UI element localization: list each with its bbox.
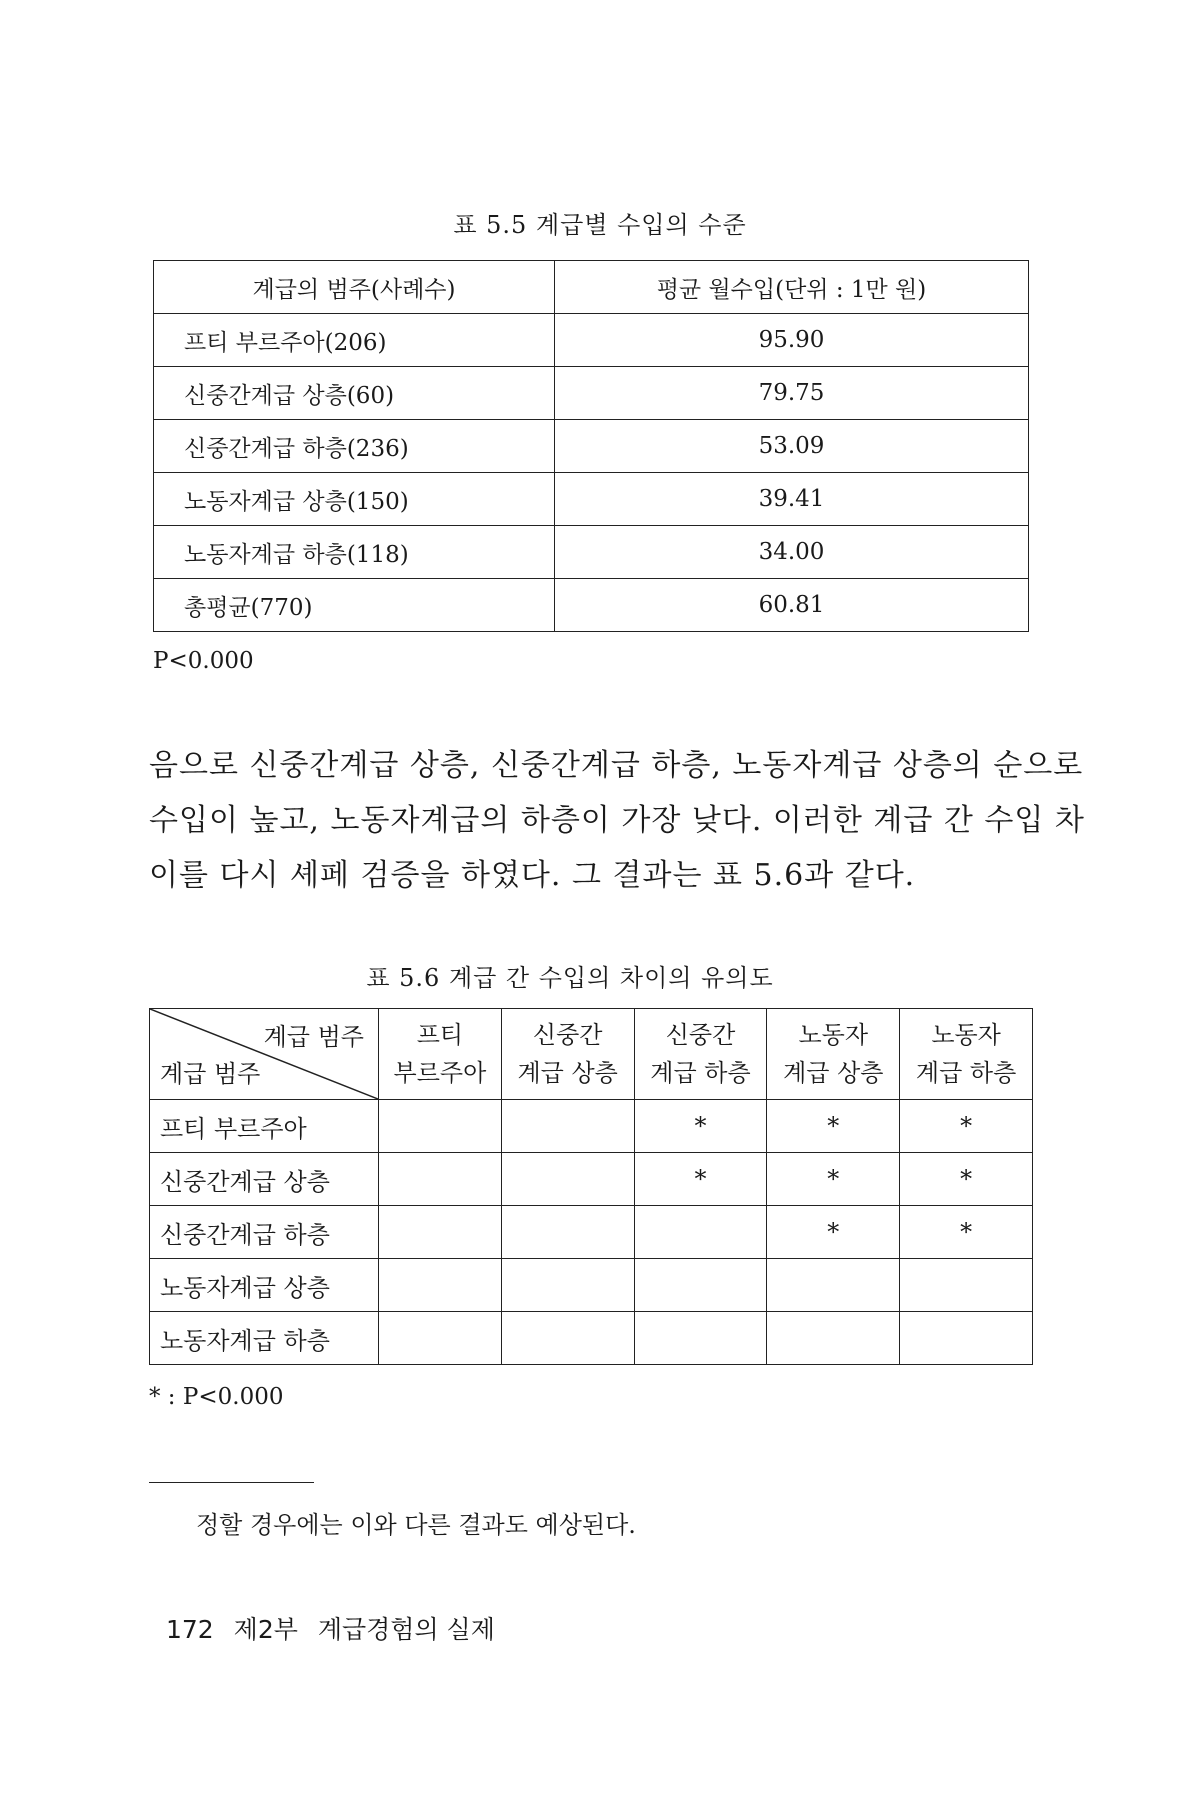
column-header-line: 프티: [416, 1021, 464, 1049]
body-paragraph: [149, 738, 1085, 903]
significance-cell: *: [900, 1100, 1033, 1153]
significance-cell: [379, 1100, 502, 1153]
table-row: [150, 1153, 1033, 1206]
significance-cell: [379, 1312, 502, 1365]
column-header-line: 계급 상층: [783, 1059, 884, 1087]
significance-cell: *: [767, 1153, 900, 1206]
table-5-6: [149, 1008, 1033, 1365]
significance-cell: *: [767, 1100, 900, 1153]
corner-label-top: 계급 범주: [263, 1023, 364, 1051]
column-header: [900, 1009, 1033, 1100]
significance-cell: [501, 1100, 634, 1153]
row-label: 노동자계급 상층: [150, 1259, 379, 1312]
footnote-divider: [149, 1482, 314, 1483]
table-5-5-caption: 표 5.5 계급별 수입의 수준: [453, 211, 747, 239]
significance-cell: [501, 1259, 634, 1312]
paragraph-line: 이를 다시 셰페 검증을 하였다. 그 결과는 표 5.6과 같다.: [149, 858, 916, 893]
table-cell: 노동자계급 하층(118): [154, 526, 555, 579]
table-cell: 총평균(770): [154, 579, 555, 632]
row-label: 프티 부르주아: [150, 1100, 379, 1153]
row-label: 신중간계급 하층: [150, 1206, 379, 1259]
table-cell: 60.81: [555, 579, 1029, 632]
table-cell: 79.75: [555, 367, 1029, 420]
paragraph-line: 음으로 신중간계급 상층, 신중간계급 하층, 노동자계급 상층의 순으로: [149, 748, 1084, 783]
table-row: [154, 420, 1029, 473]
column-header: [634, 1009, 767, 1100]
table-row: [154, 314, 1029, 367]
footnote: 정할 경우에는 이와 다른 결과도 예상된다.: [196, 1511, 636, 1539]
column-header-line: 노동자: [798, 1021, 869, 1049]
significance-cell: [634, 1312, 767, 1365]
part-title: 계급경험의 실제: [317, 1615, 495, 1644]
column-header: [501, 1009, 634, 1100]
table-5-6-caption: 표 5.6 계급 간 수입의 차이의 유의도: [366, 964, 774, 992]
table-row: [150, 1206, 1033, 1259]
column-header: [379, 1009, 502, 1100]
significance-cell: [634, 1259, 767, 1312]
column-header-line: 신중간: [532, 1021, 603, 1049]
column-header-line: 신중간: [665, 1021, 736, 1049]
table-cell: 신중간계급 상층(60): [154, 367, 555, 420]
column-header-line: 계급 하층: [915, 1059, 1017, 1087]
column-header: [767, 1009, 900, 1100]
paragraph-line: 수입이 높고, 노동자계급의 하층이 가장 낮다. 이러한 계급 간 수입 차: [149, 803, 1085, 838]
part-label: 제2부: [233, 1615, 298, 1644]
column-header-line: 계급 하층: [650, 1059, 751, 1087]
significance-cell: [767, 1259, 900, 1312]
significance-cell: [379, 1259, 502, 1312]
table-header: 평균 월수입(단위 : 1만 원): [555, 261, 1029, 314]
significance-cell: [501, 1312, 634, 1365]
table-header: 계급의 범주(사례수): [154, 261, 555, 314]
table-row: [154, 367, 1029, 420]
table-5-5-note: P<0.000: [153, 648, 254, 674]
significance-cell: [767, 1312, 900, 1365]
table-5-6-note: * : P<0.000: [149, 1384, 284, 1410]
significance-cell: *: [634, 1153, 767, 1206]
page-footer: [166, 1610, 507, 1646]
table-cell: 39.41: [555, 473, 1029, 526]
table-cell: 프티 부르주아(206): [154, 314, 555, 367]
table-cell: 53.09: [555, 420, 1029, 473]
table-row: [150, 1100, 1033, 1153]
table-cell: 34.00: [555, 526, 1029, 579]
table-row: [150, 1259, 1033, 1312]
table-corner-header: [150, 1009, 379, 1100]
row-label: 신중간계급 상층: [150, 1153, 379, 1206]
table-row: [154, 526, 1029, 579]
significance-cell: [379, 1206, 502, 1259]
table-row: [154, 473, 1029, 526]
significance-cell: [501, 1153, 634, 1206]
significance-cell: *: [767, 1206, 900, 1259]
significance-cell: *: [900, 1206, 1033, 1259]
significance-cell: [634, 1206, 767, 1259]
table-cell: 신중간계급 하층(236): [154, 420, 555, 473]
table-cell: 95.90: [555, 314, 1029, 367]
significance-cell: [501, 1206, 634, 1259]
significance-cell: [379, 1153, 502, 1206]
significance-cell: [900, 1312, 1033, 1365]
table-5-5: [153, 260, 1029, 632]
corner-label-bottom: 계급 범주: [160, 1060, 261, 1088]
table-row: [154, 579, 1029, 632]
significance-cell: *: [634, 1100, 767, 1153]
significance-cell: [900, 1259, 1033, 1312]
row-label: 노동자계급 하층: [150, 1312, 379, 1365]
page-number: 172: [166, 1615, 214, 1644]
table-row: [150, 1312, 1033, 1365]
column-header-line: 계급 상층: [517, 1059, 618, 1087]
table-cell: 노동자계급 상층(150): [154, 473, 555, 526]
significance-cell: *: [900, 1153, 1033, 1206]
column-header-line: 노동자: [931, 1021, 1001, 1049]
column-header-line: 부르주아: [393, 1059, 487, 1087]
